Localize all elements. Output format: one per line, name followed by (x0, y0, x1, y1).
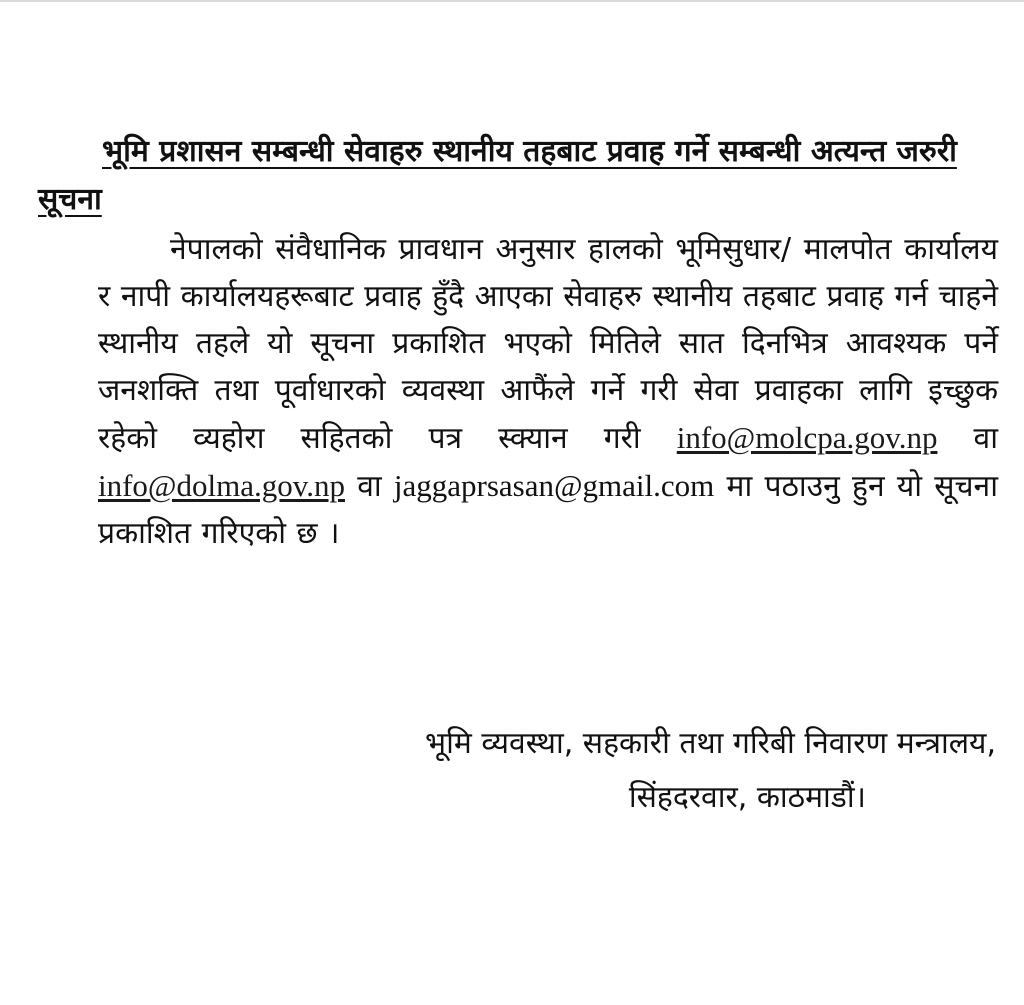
signature-block (425, 720, 996, 822)
body-outro: मा पठाउनु हुन यो सूचना प्रकाशित गरिएको छ । (98, 469, 998, 551)
notice-title (38, 128, 998, 224)
email-link-dolma[interactable]: info@dolma.gov.np (98, 468, 345, 503)
signature-ministry: भूमि व्यवस्था, सहकारी तथा गरिबी निवारण मन्त्रालय, (425, 726, 996, 761)
body-intro: नेपालको संवैधानिक प्रावधान अनुसार हालको भूमिसुधार/ मालपोत कार्यालय र नापी कार्यालयहरूबाट प्रवाह हुँदै आएका सेवाहरु स्थानीय तहबाट प्रवाह गर्न चाहने स्थानीय तहले यो सूचना प्रकाशित भएको मितिले सात दिनभित्र आवश्यक पर्ने जनशक्ति तथा पूर्वाधारको व्यवस्था आफैंले गर्ने गरी सेवा प्रवाहका लागि इच्छुक रहेको व्यहोरा सहितको पत्र स्क्यान गरी (98, 232, 998, 456)
notice-document (38, 128, 998, 557)
top-border (0, 0, 1024, 2)
notice-body (98, 226, 998, 557)
signature-address: सिंहदरवार, काठमाडौं। (628, 780, 866, 815)
email-gmail: jaggaprsasan@gmail.com (393, 468, 715, 503)
email-link-molcpa[interactable]: info@molcpa.gov.np (676, 420, 938, 455)
connector-or-2: वा (344, 469, 394, 504)
notice-title-text: भूमि प्रशासन सम्बन्धी सेवाहरु स्थानीय तहबाट प्रवाह गर्ने सम्बन्धी अत्यन्त जरुरी सूचना (38, 134, 957, 217)
connector-or-1: वा (937, 421, 998, 456)
